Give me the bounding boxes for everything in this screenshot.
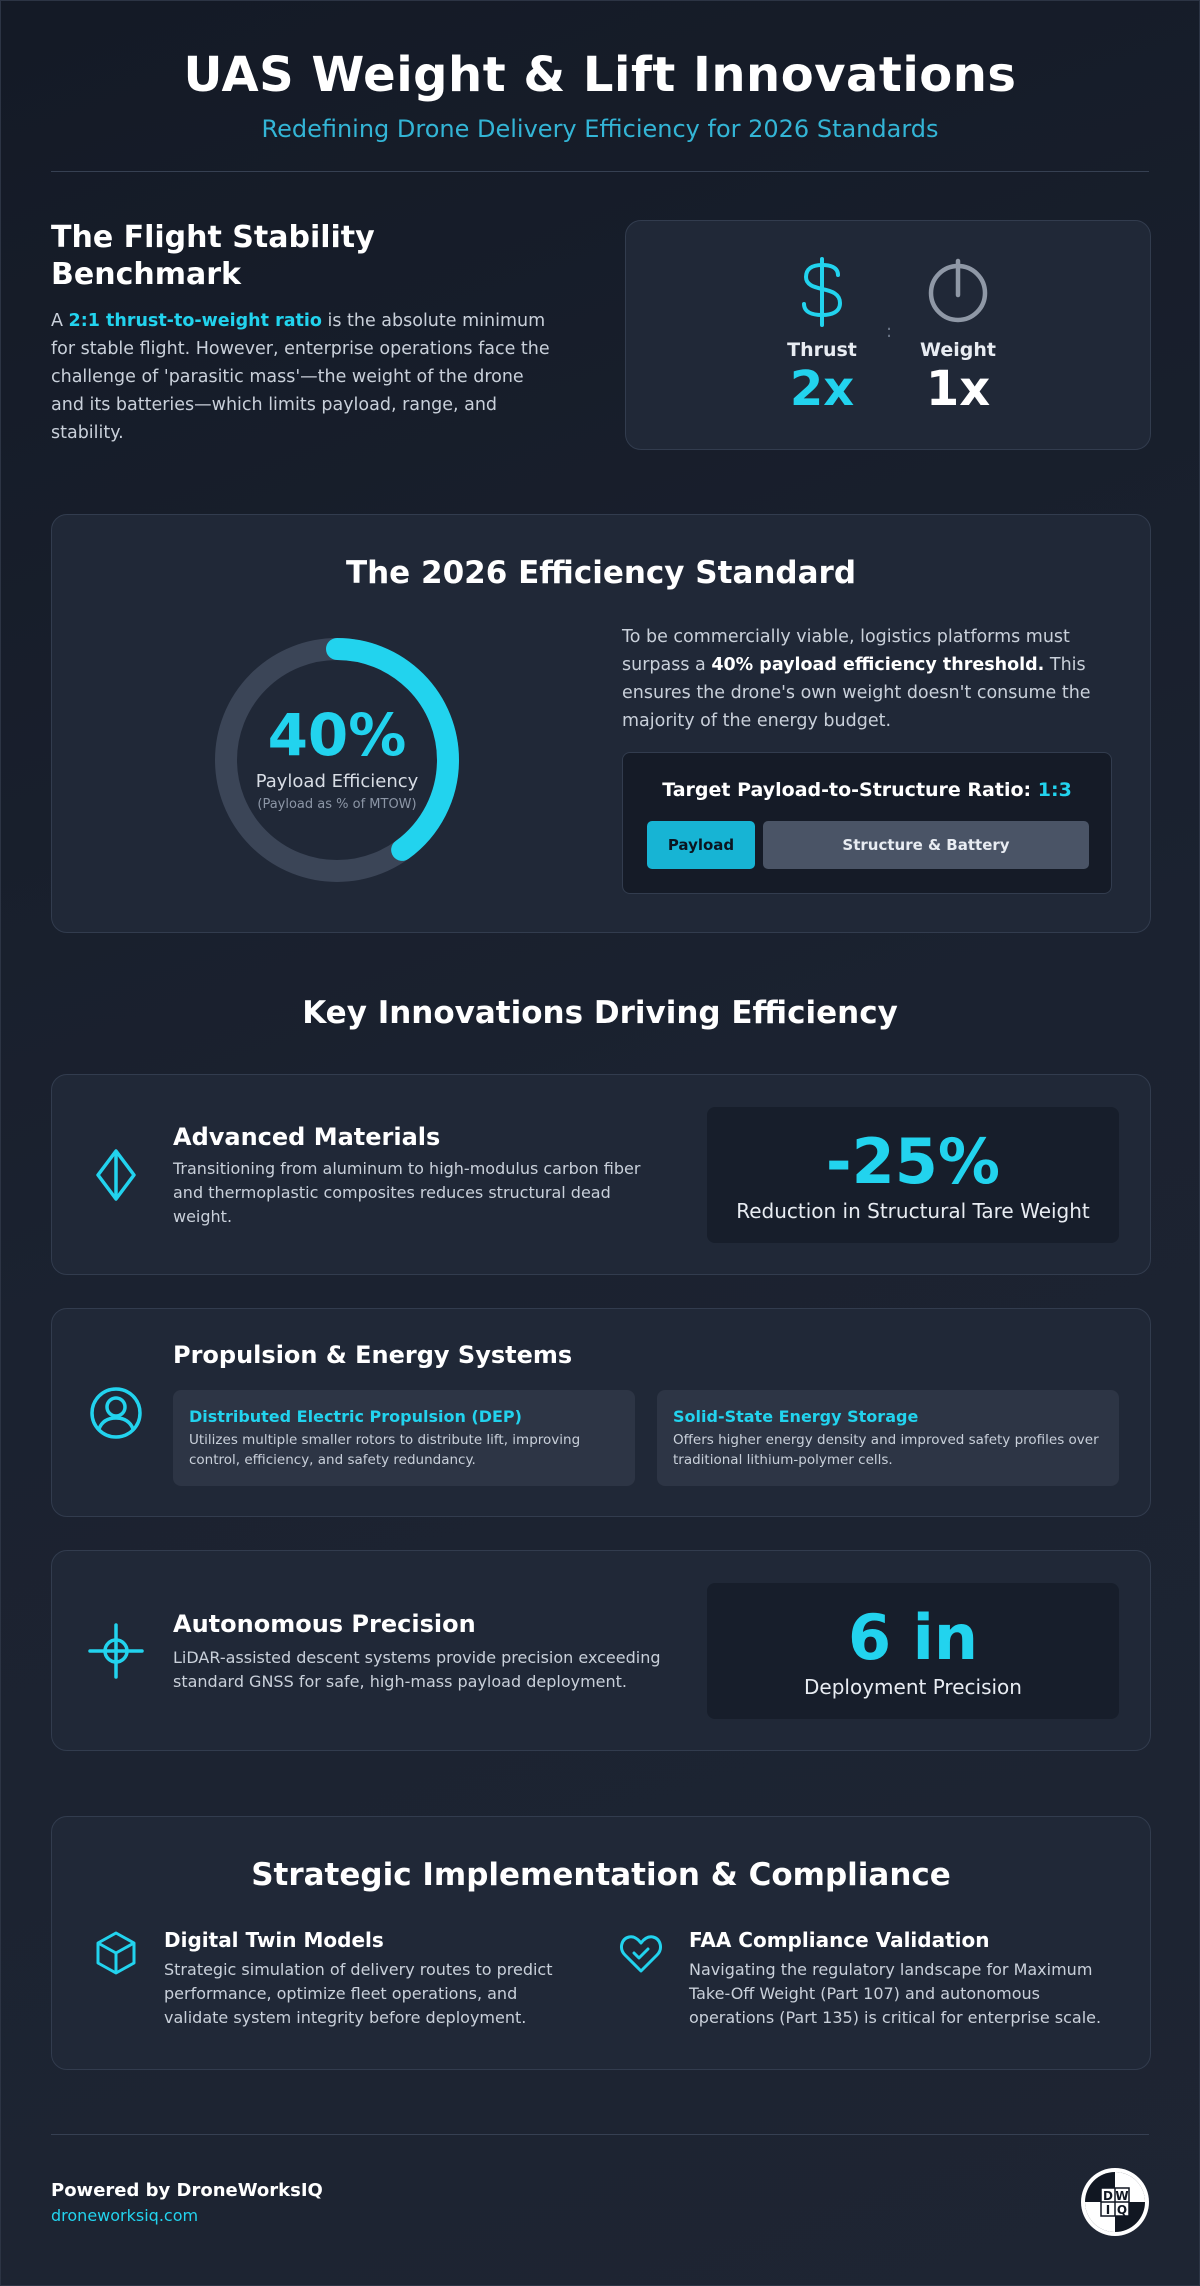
thrust-column xyxy=(752,257,892,417)
efficiency-text xyxy=(622,623,1122,735)
strategic-card xyxy=(51,1816,1151,2070)
power-icon xyxy=(923,257,993,327)
crosshair-icon xyxy=(86,1621,146,1681)
advanced-materials-card xyxy=(51,1074,1151,1275)
autonomous-stat-value: 6 in xyxy=(847,1601,979,1674)
efficiency-title: The 2026 Efficiency Standard xyxy=(345,555,857,591)
donut-value: 40% xyxy=(267,701,407,769)
benchmark-title: The Flight Stability Benchmark xyxy=(51,220,375,292)
payload-bar: Payload xyxy=(647,821,755,869)
header-divider xyxy=(51,171,1149,172)
solid-state-title: Solid-State Energy Storage xyxy=(673,1407,919,1426)
autonomous-title: Autonomous Precision xyxy=(173,1610,476,1638)
efficiency-card xyxy=(51,514,1151,933)
cube-icon xyxy=(92,1929,140,1977)
efficiency-text-bold: 40% payload efficiency threshold. xyxy=(711,655,1045,675)
materials-stat-value: -25% xyxy=(825,1125,1001,1198)
thrust-label: Thrust xyxy=(787,339,857,361)
ratio-title xyxy=(623,779,1111,801)
ratio-value: 1:3 xyxy=(1037,779,1072,801)
autonomous-card xyxy=(51,1550,1151,1751)
structure-bar: Structure & Battery xyxy=(763,821,1089,869)
weight-value: 1x xyxy=(925,361,991,417)
thrust-weight-card xyxy=(625,220,1151,450)
weight-column xyxy=(888,257,1028,417)
user-circle-icon xyxy=(86,1383,146,1443)
payload-efficiency-donut xyxy=(212,635,462,885)
autonomous-stat xyxy=(707,1583,1119,1719)
weight-label: Weight xyxy=(920,339,996,361)
logo-letter-i: I xyxy=(1105,2203,1111,2217)
benchmark-text-prefix: A xyxy=(51,311,69,331)
footer-divider xyxy=(51,2134,1149,2135)
propulsion-title: Propulsion & Energy Systems xyxy=(173,1341,573,1369)
twin-title: Digital Twin Models xyxy=(164,1928,384,1952)
strategic-title: Strategic Implementation & Compliance xyxy=(251,1857,951,1893)
ratio-separator: : xyxy=(886,321,893,342)
dollar-icon xyxy=(794,257,850,327)
solid-state-text: Offers higher energy density and improved safety profiles over traditional lithium-polymer cells. xyxy=(673,1432,1099,1468)
solid-state-box xyxy=(657,1390,1119,1486)
droneworksiq-logo xyxy=(1079,2166,1151,2238)
thrust-value: 2x xyxy=(789,361,855,417)
autonomous-stat-label: Deployment Precision xyxy=(804,1675,1022,1699)
benchmark-text xyxy=(51,307,551,447)
materials-stat-label: Reduction in Structural Tare Weight xyxy=(736,1199,1090,1223)
benchmark-text-suffix: is the absolute minimum for stable flight. However, enterprise operations face the challenge of 'parasitic mass'—the weight of the drone and its batteries—which limits payload, range, and stability. xyxy=(51,311,550,443)
twin-text: Strategic simulation of delivery routes to predict performance, optimize fleet operations, and validate system integrity before deployment. xyxy=(164,1960,553,2027)
ratio-title-text: Target Payload-to-Structure Ratio: xyxy=(662,779,1038,801)
ratio-box xyxy=(622,752,1112,894)
heart-check-icon xyxy=(617,1929,665,1977)
materials-title: Advanced Materials xyxy=(173,1123,441,1151)
propulsion-card xyxy=(51,1308,1151,1517)
faa-title: FAA Compliance Validation xyxy=(689,1928,990,1952)
materials-stat xyxy=(707,1107,1119,1243)
dep-box xyxy=(173,1390,635,1486)
diamond-icon xyxy=(86,1145,146,1205)
dep-text: Utilizes multiple smaller rotors to distribute lift, improving control, efficiency, and safety redundancy. xyxy=(189,1432,581,1468)
faa-text: Navigating the regulatory landscape for Maximum Take-Off Weight (Part 107) and autonomous operations (Part 135) is critical for enterprise scale. xyxy=(689,1960,1102,2027)
dep-title: Distributed Electric Propulsion (DEP) xyxy=(189,1407,522,1426)
logo-letter-w: W xyxy=(1115,2189,1129,2203)
logo-letter-q: Q xyxy=(1116,2203,1128,2217)
efficiency-text-suffix: This ensures the drone's own weight doesn't consume the majority of the energy budget. xyxy=(622,655,1091,731)
header xyxy=(1,1,1199,143)
autonomous-text: LiDAR-assisted descent systems provide precision exceeding standard GNSS for safe, high-mass payload deployment. xyxy=(173,1648,661,1691)
logo-letter-d: D xyxy=(1103,2189,1113,2203)
page-title: UAS Weight & Lift Innovations xyxy=(183,47,1017,103)
page-subtitle: Redefining Drone Delivery Efficiency for 2026 Standards xyxy=(261,115,939,143)
innovations-title: Key Innovations Driving Efficiency xyxy=(302,995,898,1031)
footer-link[interactable]: droneworksiq.com xyxy=(51,2206,199,2225)
efficiency-text-prefix: To be commercially viable, logistics platforms must surpass a xyxy=(622,627,1070,675)
donut-sublabel: (Payload as % of MTOW) xyxy=(257,797,417,812)
benchmark-text-highlight: 2:1 thrust-to-weight ratio xyxy=(68,311,322,331)
powered-by: Powered by DroneWorksIQ xyxy=(51,2180,323,2201)
donut-label: Payload Efficiency xyxy=(255,771,419,792)
materials-text: Transitioning from aluminum to high-modulus carbon fiber and thermoplastic composites reduces structural dead weight. xyxy=(173,1159,641,1226)
